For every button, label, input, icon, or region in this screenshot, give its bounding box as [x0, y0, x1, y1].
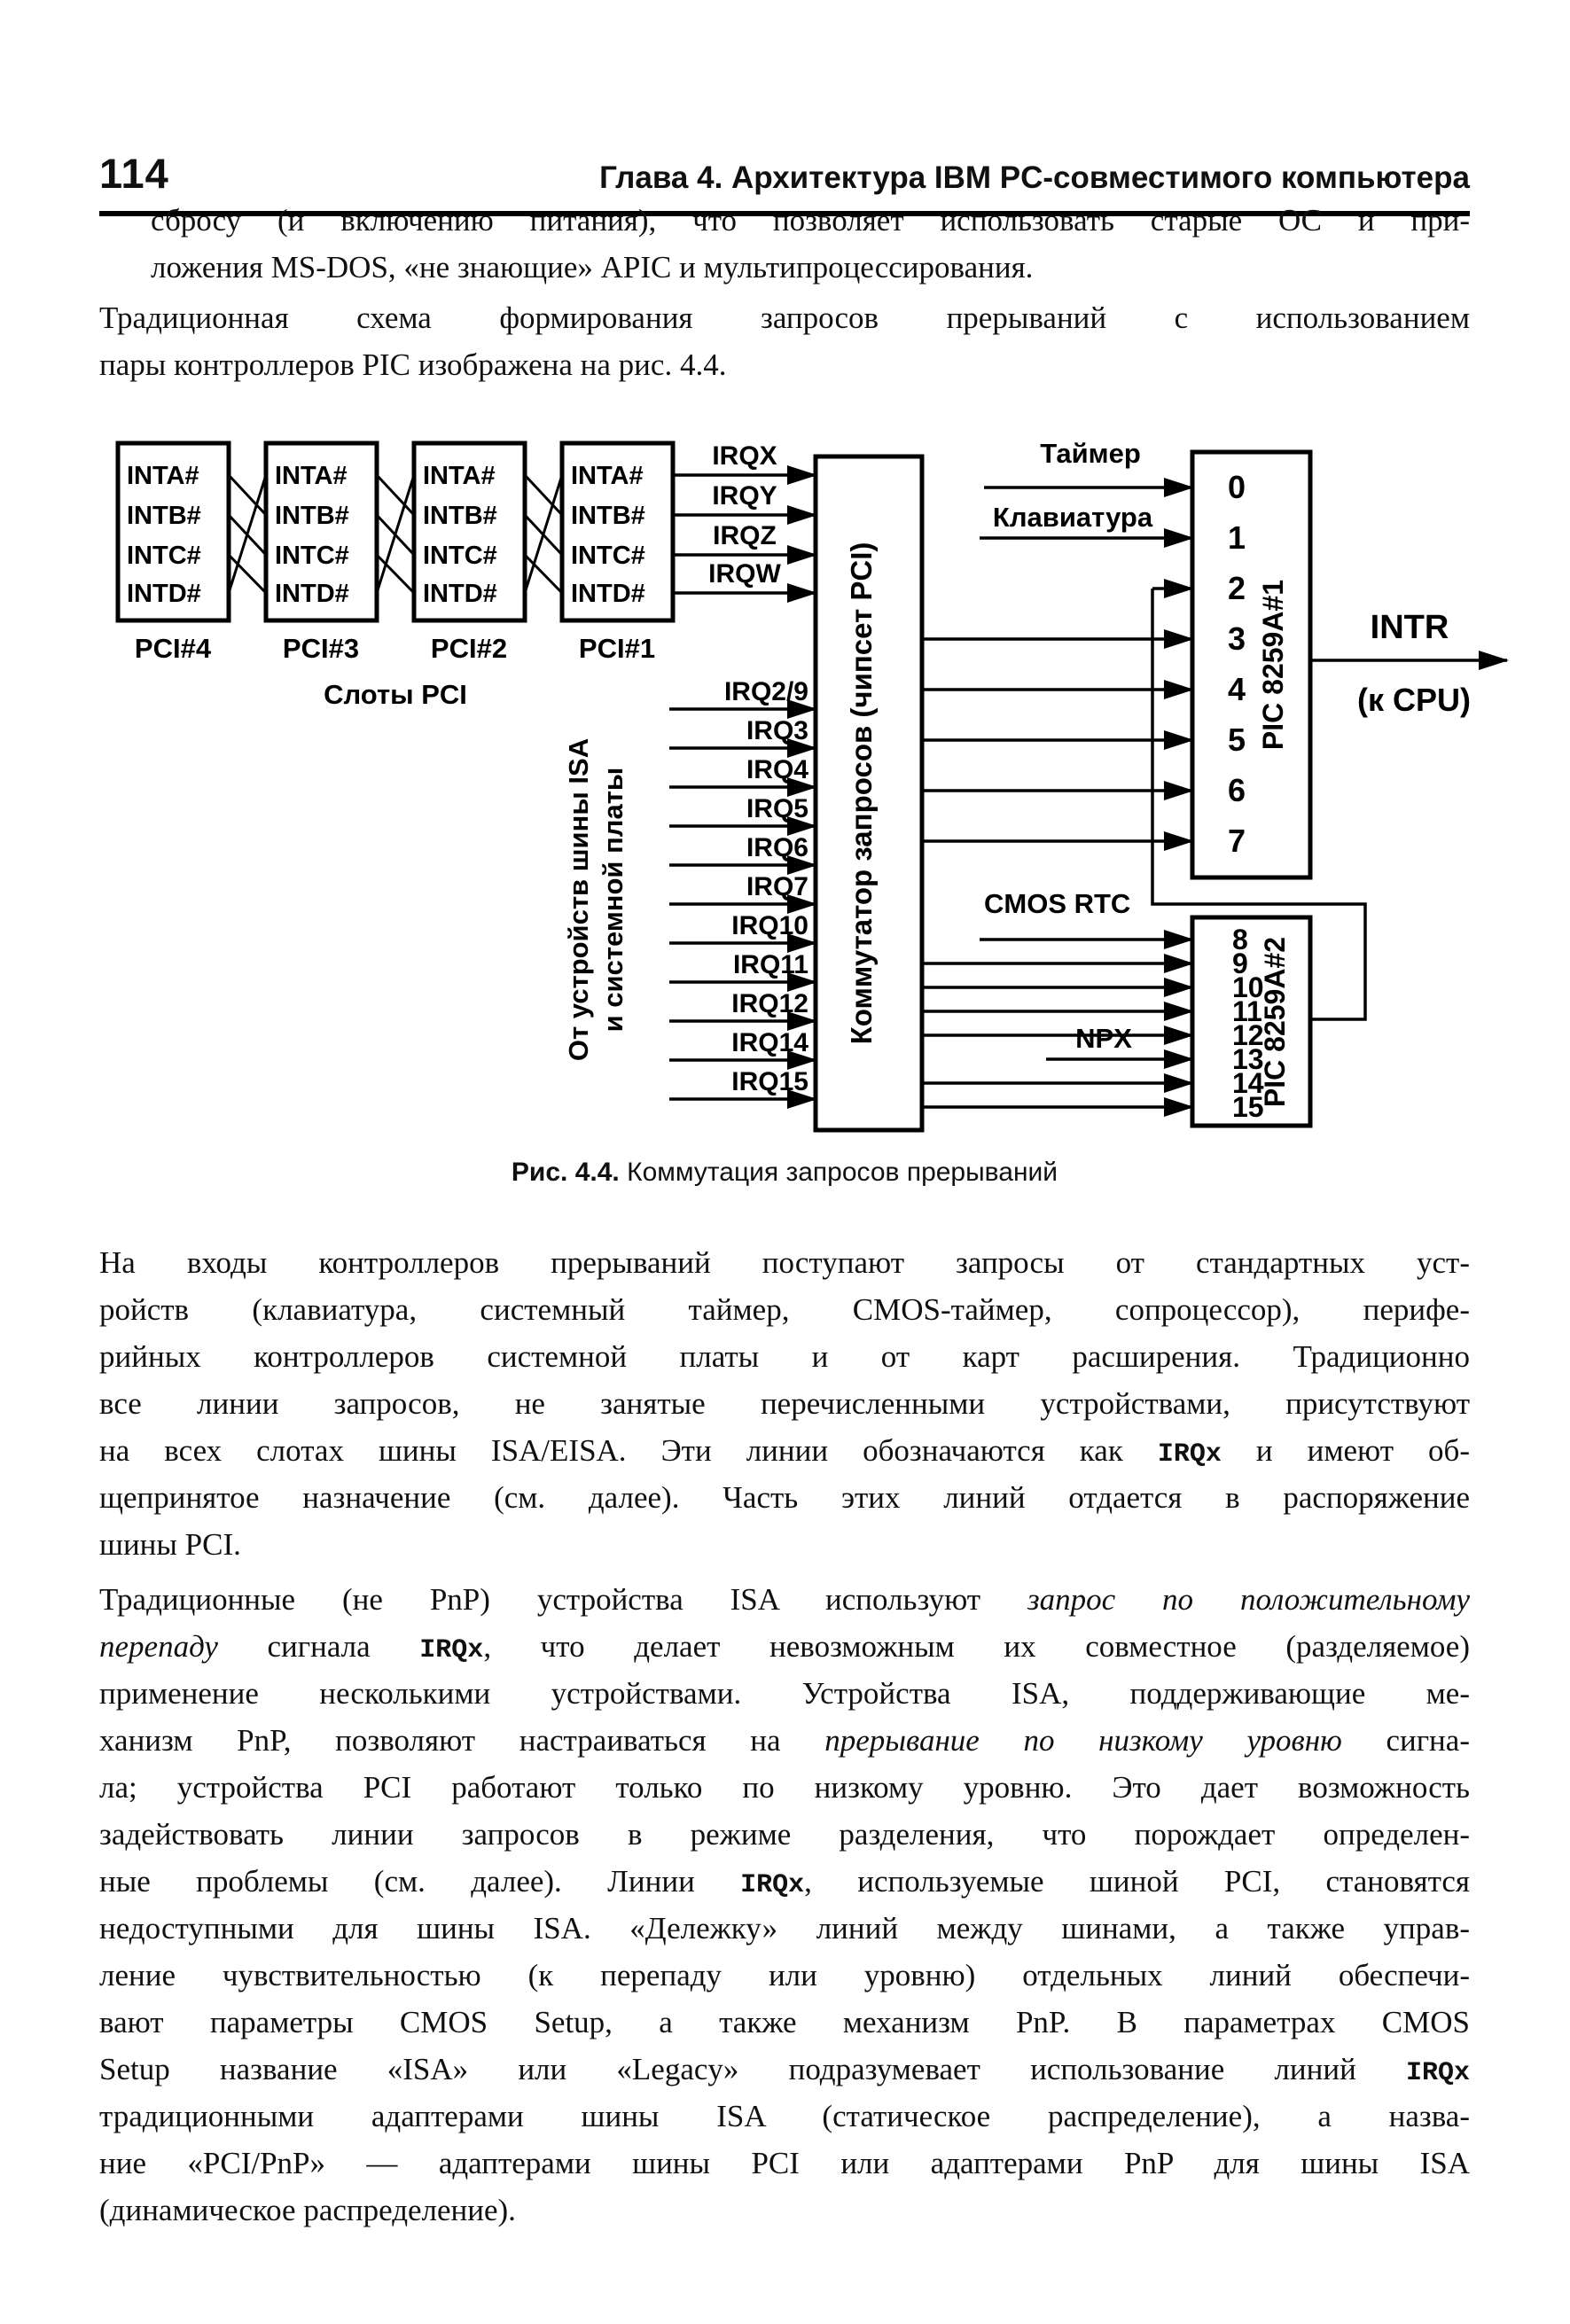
text-line: Традиционная схема формирования запросов прерываний с использованием: [99, 300, 1470, 335]
pci-slot-labels: [135, 633, 655, 710]
pic1-label: PIC 8259A#1: [1257, 579, 1289, 751]
pic1-in7: 7: [1228, 823, 1246, 859]
slots-group-label: Слоты PCI: [324, 679, 467, 710]
paragraph-irq-sources: [99, 1239, 1470, 1568]
figure-caption: [99, 1158, 1470, 1188]
router-label: Коммутатор запросов (чипсет PCI): [845, 542, 878, 1045]
text-line: щепринятое назначение (см. далее). Часть этих линий отдается в распоряжение: [99, 1480, 1470, 1515]
pic1-in6: 6: [1228, 772, 1246, 808]
pci-irq-wires: [673, 441, 816, 593]
text-line: шины PCI.: [99, 1527, 241, 1562]
text-line: ложения MS-DOS, «не знающие» APIC и мультипроцессирования.: [151, 250, 1034, 285]
page-header: [99, 149, 1470, 198]
pic1-in0: 0: [1228, 469, 1246, 505]
label-irq6: IRQ6: [746, 833, 808, 862]
timer-keyboard-wires: [980, 438, 1192, 538]
pic1-in1: 1: [1228, 519, 1246, 556]
pic1-in2: 2: [1228, 570, 1246, 606]
slot1-intc: INTC#: [571, 542, 645, 570]
pci-slot-boxes: [118, 443, 673, 710]
label-irq3: IRQ3: [746, 716, 808, 745]
keyboard-label: Клавиатура: [992, 502, 1153, 533]
text-line: (динамическое распределение).: [99, 2193, 516, 2227]
text-line: рийных контроллеров системной платы и от карт расширения. Традиционно: [99, 1339, 1470, 1374]
slot-label-pci3: PCI#3: [282, 633, 360, 664]
pic2-in8: 8: [1232, 924, 1248, 955]
paragraph-isa-pnp: [99, 1576, 1470, 2234]
slot-swizzle-lines: [229, 475, 562, 593]
slot4-intd: INTD#: [127, 580, 201, 608]
slot1-inta: INTA#: [571, 462, 644, 490]
label-irqx: IRQX: [712, 441, 777, 471]
text-line: пары контроллеров PIC изображена на рис. 4.4.: [99, 347, 727, 382]
text-line: Традиционные (не PnP) устройства ISA используют запрос по положительному: [99, 1582, 1470, 1617]
label-irq11: IRQ11: [732, 950, 808, 979]
intr-label: INTR: [1370, 609, 1449, 646]
slot4-intc: INTC#: [127, 542, 201, 570]
label-irq4: IRQ4: [746, 755, 808, 784]
label-irq5: IRQ5: [746, 794, 808, 823]
text-line: ханизм PnP, позволяют настраиваться на прерывание по низкому уровню сигна-: [99, 1723, 1470, 1758]
text-line: вают параметры CMOS Setup, а также механизм PnP. В параметрах CMOS: [99, 2005, 1470, 2039]
paragraph-scheme-intro: [99, 294, 1470, 388]
text-line: На входы контроллеров прерываний поступают запросы от стандартных уст-: [99, 1245, 1470, 1280]
page-number: 114: [99, 150, 169, 197]
pic1-in4: 4: [1228, 671, 1246, 707]
paragraph-intro-continued: [151, 197, 1470, 291]
figure-caption-text: Коммутация запросов прерываний: [619, 1158, 1058, 1187]
text-line: ла; устройства PCI работают только по низкому уровню. Это дает возможность: [99, 1770, 1470, 1805]
slot4-inta: INTA#: [127, 462, 199, 490]
intr-output: [1310, 609, 1507, 718]
text-line: сбросу (и включению питания), что позволяет использовать старые ОС и при-: [151, 203, 1470, 238]
slot3-intd: INTD#: [275, 580, 349, 608]
isa-irq-wires: [563, 677, 816, 1099]
label-irqz: IRQZ: [713, 521, 777, 550]
cmos-rtc-label: CMOS RTC: [984, 888, 1131, 919]
label-irq12: IRQ12: [731, 989, 808, 1018]
text-line: ройств (клавиатура, системный таймер, CMOS-таймер, сопроцессор), перифе-: [99, 1292, 1470, 1327]
text-line: задействовать линии запросов в режиме разделения, что порождает определен-: [99, 1817, 1470, 1852]
pic2-input-wires: [922, 888, 1192, 1107]
pic2-block: [1192, 917, 1310, 1126]
text-line: все линии запросов, не занятые перечисленными устройствами, присутствуют: [99, 1386, 1470, 1421]
chapter-title: Глава 4. Архитектура IBM PC-совместимого компьютера: [599, 160, 1470, 195]
text-line: Setup название «ISA» или «Legacy» подразумевает использование линий IRQx: [99, 2052, 1470, 2088]
pic1-box: [1192, 452, 1310, 877]
pic2-label: PIC 8259A#2: [1259, 936, 1291, 1108]
slot3-intb: INTB#: [275, 502, 349, 530]
slot-label-pci4: PCI#4: [134, 633, 212, 664]
figure-caption-number: Рис. 4.4.: [511, 1158, 620, 1187]
text-line: применение несколькими устройствами. Устройства ISA, поддерживающие ме-: [99, 1676, 1470, 1711]
label-irqw: IRQW: [708, 559, 781, 589]
pic1-block: [1192, 452, 1310, 877]
pic1-in3: 3: [1228, 620, 1246, 657]
slot-label-pci1: PCI#1: [578, 633, 656, 664]
text-line: недоступными для шины ISA. «Дележку» линий между шинами, а также управ-: [99, 1911, 1470, 1946]
text-line: ные проблемы (см. далее). Линии IRQx, используемые шиной PCI, становятся: [99, 1864, 1470, 1900]
text-line: на всех слотах шины ISA/EISA. Эти линии обозначаются как IRQx и имеют об-: [99, 1433, 1470, 1470]
pic2-in11: 11: [1232, 995, 1262, 1027]
slot3-inta: INTA#: [275, 462, 348, 490]
request-router: [816, 456, 922, 1130]
text-line: традиционными адаптерами шины ISA (статическое распределение), а назва-: [99, 2099, 1470, 2133]
pic2-in13: 13: [1232, 1043, 1264, 1075]
intr-to-cpu-label: (к CPU): [1356, 682, 1472, 718]
timer-label: Таймер: [1040, 438, 1141, 469]
slot2-intd: INTD#: [423, 580, 497, 608]
slot2-intc: INTC#: [423, 542, 497, 570]
label-irq15: IRQ15: [731, 1067, 808, 1096]
pic1-inputs: [1228, 469, 1246, 859]
npx-label: NPX: [1075, 1023, 1132, 1054]
isa-source-label: [563, 738, 629, 1061]
slot4-intb: INTB#: [127, 502, 201, 530]
label-irqy: IRQY: [712, 481, 777, 511]
slot1-intb: INTB#: [571, 502, 645, 530]
isa-source-line1: От устройств шины ISA: [563, 737, 594, 1062]
text-line: ление чувствительностью (к перепаду или уровню) отдельных линий обеспечи-: [99, 1958, 1470, 1993]
isa-source-line2: и системной платы: [598, 767, 629, 1033]
label-irq7: IRQ7: [746, 872, 808, 901]
label-irq2-9: IRQ2/9: [723, 677, 808, 706]
slot2-intb: INTB#: [423, 502, 497, 530]
pic2-in9: 9: [1232, 948, 1248, 979]
label-irq10: IRQ10: [731, 911, 808, 940]
text-line: перепаду сигнала IRQx, что делает невозможным их совместное (разделяемое): [99, 1629, 1470, 1665]
label-irq14: IRQ14: [731, 1028, 808, 1057]
slot1-intd: INTD#: [571, 580, 645, 608]
pic1-in5: 5: [1228, 721, 1246, 758]
figure-4-4-diagram: [89, 417, 1525, 1143]
slot3-intc: INTC#: [275, 542, 349, 570]
pic2-in14: 14: [1232, 1067, 1264, 1099]
pic2-in15: 15: [1232, 1091, 1264, 1123]
pic2-in10: 10: [1232, 971, 1264, 1003]
slot2-inta: INTA#: [423, 462, 496, 490]
text-line: ние «PCI/PnP» — адаптерами шины PCI или адаптерами PnP для шины ISA: [99, 2146, 1470, 2180]
pic2-in12: 12: [1232, 1019, 1264, 1051]
slot-label-pci2: PCI#2: [430, 633, 508, 664]
